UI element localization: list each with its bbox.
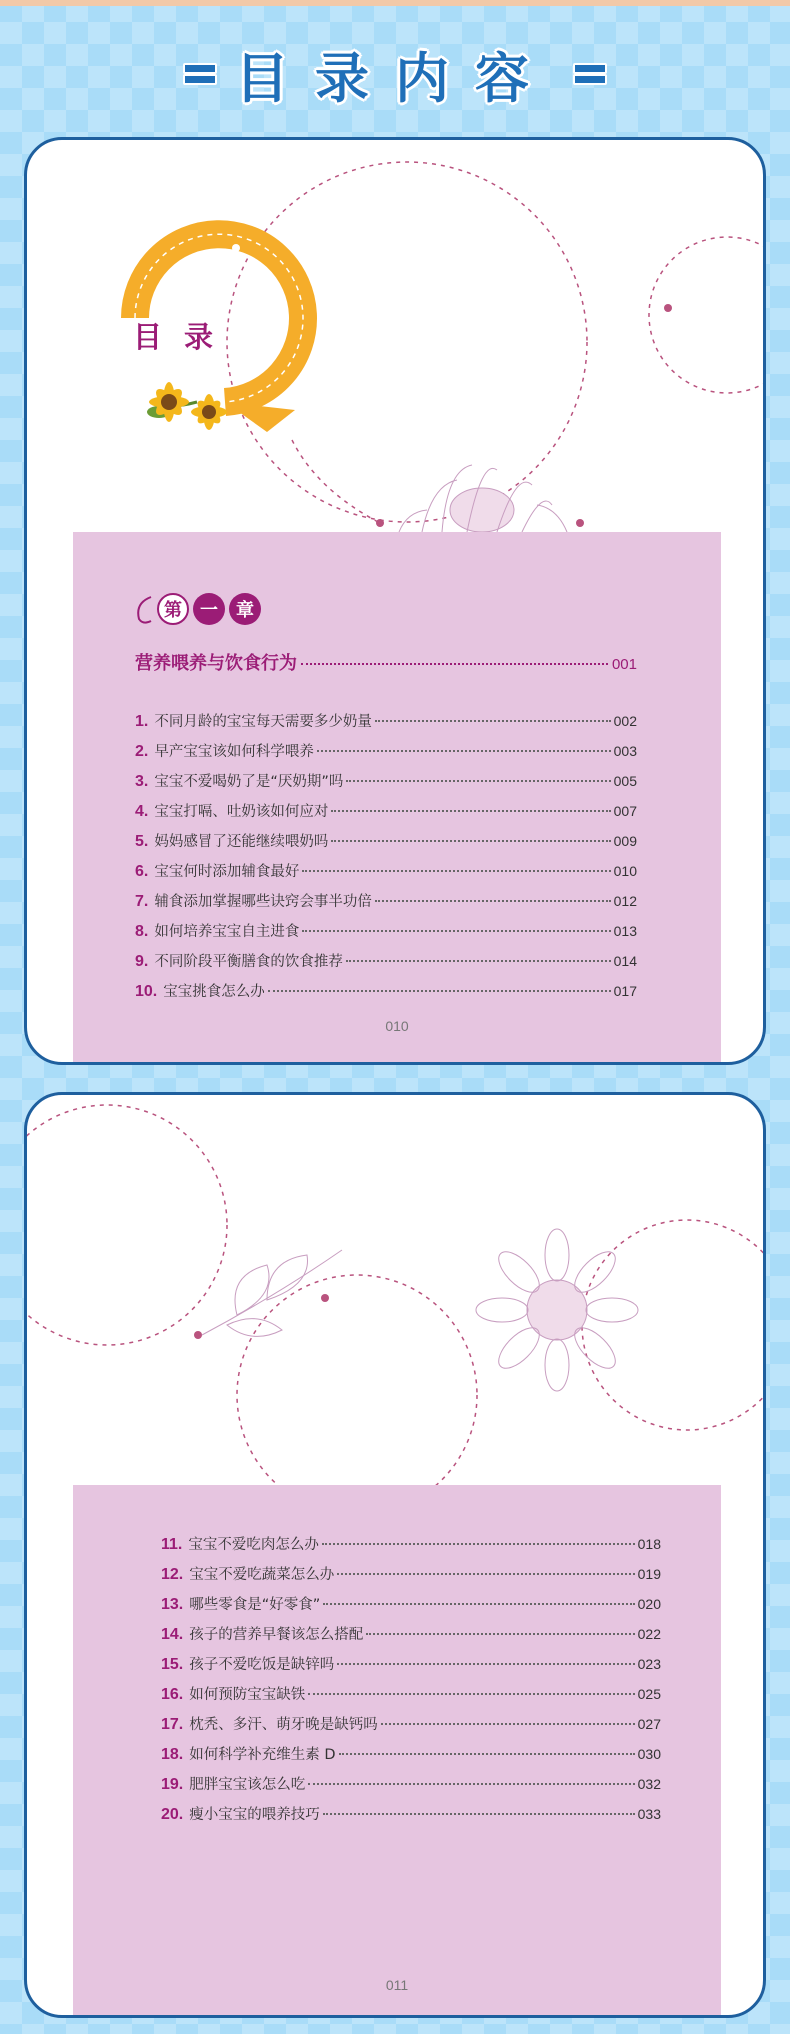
- leader-dots: [301, 663, 608, 665]
- item-title: 孩子不爱吃饭是缺锌吗: [189, 1657, 335, 1673]
- toc-item[interactable]: [135, 770, 637, 800]
- item-number: 8.: [135, 923, 149, 940]
- item-page: 018: [637, 1536, 661, 1552]
- toc-item[interactable]: [161, 1563, 661, 1593]
- toc-item[interactable]: [135, 710, 637, 740]
- leader-dots: [302, 930, 610, 932]
- item-page: 020: [637, 1596, 661, 1612]
- toc-item[interactable]: [135, 980, 637, 1010]
- chapter-number: 一: [193, 593, 225, 625]
- circle-dot: [576, 519, 584, 527]
- leader-dots: [268, 990, 611, 992]
- item-number: 7.: [135, 893, 149, 910]
- circle-dot: [194, 1331, 202, 1339]
- item-title: 如何科学补充维生素 D: [189, 1747, 336, 1763]
- item-number: 5.: [135, 833, 149, 850]
- leader-dots: [375, 720, 611, 722]
- item-title: 宝宝何时添加辅食最好: [154, 864, 300, 880]
- sunflower-icon: [147, 382, 227, 430]
- item-number: 10.: [135, 983, 158, 1000]
- item-title: 宝宝不爱吃蔬菜怎么办: [189, 1567, 335, 1583]
- item-page: 032: [637, 1776, 661, 1792]
- toc-content-block: [73, 532, 721, 1065]
- item-number: 18.: [161, 1746, 184, 1763]
- toc-item[interactable]: [135, 740, 637, 770]
- toc-item[interactable]: [135, 890, 637, 920]
- leader-dots: [322, 1543, 635, 1545]
- leader-dots: [308, 1783, 634, 1785]
- item-page: 013: [613, 923, 637, 939]
- item-title: 瘦小宝宝的喂养技巧: [189, 1807, 320, 1823]
- leader-dots: [346, 960, 611, 962]
- toc-item[interactable]: [161, 1593, 661, 1623]
- item-title: 如何预防宝宝缺铁: [189, 1687, 306, 1703]
- item-page: 007: [613, 803, 637, 819]
- item-page: 010: [613, 863, 637, 879]
- item-page: 017: [613, 983, 637, 999]
- item-title: 宝宝不爱喝奶了是“厌奶期”吗: [154, 774, 344, 790]
- item-page: 025: [637, 1686, 661, 1702]
- leader-dots: [331, 840, 610, 842]
- toc-list: [135, 710, 637, 1010]
- top-decorative-strip: [0, 0, 790, 6]
- leader-dots: [381, 1723, 635, 1725]
- chapter-swirl-icon: [133, 593, 153, 625]
- leader-dots: [337, 1663, 634, 1665]
- dashed-circle: [227, 162, 587, 522]
- item-title: 如何培养宝宝自主进食: [154, 924, 300, 940]
- item-number: 9.: [135, 953, 149, 970]
- leaf-sketch-icon: [202, 1250, 342, 1336]
- item-number: 3.: [135, 773, 149, 790]
- item-number: 14.: [161, 1626, 184, 1643]
- leader-dots: [317, 750, 611, 752]
- item-page: 023: [637, 1656, 661, 1672]
- item-title: 枕秃、多汗、萌牙晚是缺钙吗: [189, 1717, 378, 1733]
- leader-dots: [323, 1603, 634, 1605]
- item-title: 肥胖宝宝该怎么吃: [189, 1777, 306, 1793]
- item-number: 13.: [161, 1596, 184, 1613]
- item-number: 6.: [135, 863, 149, 880]
- item-title: 孩子的营养早餐该怎么搭配: [189, 1627, 364, 1643]
- item-title: 不同月龄的宝宝每天需要多少奶量: [154, 714, 372, 730]
- item-page: 003: [613, 743, 637, 759]
- item-page: 005: [613, 773, 637, 789]
- toc-item[interactable]: [135, 830, 637, 860]
- toc-item[interactable]: [161, 1803, 661, 1833]
- toc-page-2: [24, 1092, 766, 2018]
- item-page: 019: [637, 1566, 661, 1582]
- circle-dot: [321, 1294, 329, 1302]
- page-number: 011: [385, 1977, 409, 1993]
- chapter-badge: [133, 590, 261, 628]
- leader-dots: [308, 1693, 634, 1695]
- item-number: 4.: [135, 803, 149, 820]
- item-title: 宝宝不爱吃肉怎么办: [188, 1537, 319, 1553]
- item-page: 014: [613, 953, 637, 969]
- leader-dots: [375, 900, 611, 902]
- toc-content-block: [73, 1485, 721, 2018]
- toc-heading: 目录: [133, 320, 236, 354]
- leader-dots: [323, 1813, 635, 1815]
- circle-dot: [664, 304, 672, 312]
- item-page: 012: [613, 893, 637, 909]
- toc-item[interactable]: [135, 950, 637, 980]
- item-page: 033: [637, 1806, 661, 1822]
- item-page: 027: [637, 1716, 661, 1732]
- header-right-equals-icon: [573, 63, 607, 85]
- dashed-circle: [237, 1275, 477, 1515]
- dashed-circle: [27, 1105, 227, 1345]
- circle-dot: [376, 519, 384, 527]
- section-title: 营养喂养与饮食行为: [135, 653, 297, 674]
- item-number: 15.: [161, 1656, 184, 1673]
- toc-item[interactable]: [161, 1743, 661, 1773]
- sunflower-sketch-icon: [476, 1229, 638, 1391]
- section-page-number: 001: [611, 656, 637, 673]
- item-page: 009: [613, 833, 637, 849]
- item-page: 030: [637, 1746, 661, 1762]
- item-number: 19.: [161, 1776, 184, 1793]
- item-title: 妈妈感冒了还能继续喂奶吗: [154, 834, 329, 850]
- page-header: [0, 34, 790, 114]
- header-left-equals-icon: [183, 63, 217, 85]
- item-number: 17.: [161, 1716, 184, 1733]
- item-title: 宝宝挑食怎么办: [163, 984, 265, 1000]
- leader-dots: [337, 1573, 634, 1575]
- item-number: 20.: [161, 1806, 184, 1823]
- toc-item[interactable]: [135, 800, 637, 830]
- leader-dots: [366, 1633, 634, 1635]
- toc-section-row[interactable]: [135, 649, 637, 675]
- leader-dots: [331, 810, 610, 812]
- item-page: 022: [637, 1626, 661, 1642]
- item-number: 1.: [135, 713, 149, 730]
- item-title: 宝宝打嗝、吐奶该如何应对: [154, 804, 329, 820]
- item-number: 2.: [135, 743, 149, 760]
- dashed-circle: [649, 237, 766, 393]
- toc-item[interactable]: [161, 1653, 661, 1683]
- sunflower-sketch-icon: [399, 465, 567, 532]
- page-number: 010: [385, 1018, 409, 1034]
- toc-item[interactable]: [161, 1773, 661, 1803]
- item-number: 12.: [161, 1566, 184, 1583]
- toc-item[interactable]: [161, 1713, 661, 1743]
- item-title: 早产宝宝该如何科学喂养: [154, 744, 314, 760]
- chapter-suffix: 章: [229, 593, 261, 625]
- leader-dots: [302, 870, 610, 872]
- toc-item[interactable]: [135, 860, 637, 890]
- item-title: 不同阶段平衡膳食的饮食推荐: [154, 954, 343, 970]
- item-number: 16.: [161, 1686, 184, 1703]
- toc-item[interactable]: [161, 1533, 661, 1563]
- toc-page-1: [24, 137, 766, 1065]
- toc-item[interactable]: [161, 1683, 661, 1713]
- chapter-prefix: 第: [157, 593, 189, 625]
- item-page: 002: [613, 713, 637, 729]
- toc-item[interactable]: [135, 920, 637, 950]
- page-title: 目录内容: [235, 46, 555, 110]
- item-number: 11.: [161, 1536, 183, 1553]
- leader-dots: [346, 780, 610, 782]
- item-title: 哪些零食是“好零食”: [189, 1597, 321, 1613]
- item-title: 辅食添加掌握哪些诀窍会事半功倍: [154, 894, 372, 910]
- leader-dots: [339, 1753, 635, 1755]
- toc-item[interactable]: [161, 1623, 661, 1653]
- toc-list: [161, 1533, 661, 1833]
